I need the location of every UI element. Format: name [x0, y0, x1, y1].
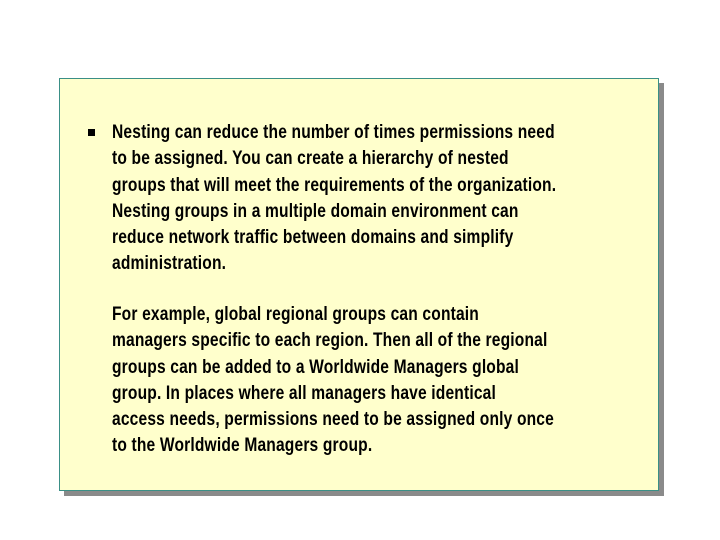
paragraph-line: groups that will meet the requirements of the organization. [112, 174, 557, 196]
paragraph-line: managers specific to each region. Then all of the regional [112, 330, 548, 352]
example-paragraph [112, 302, 571, 460]
paragraph-line: Nesting can reduce the number of times permissions need [112, 122, 555, 143]
paragraph-line: to the Worldwide Managers group. [112, 435, 373, 457]
paragraph-line: reduce network traffic between domains and simplify [112, 227, 514, 249]
bullet-paragraph [112, 120, 571, 278]
square-bullet-icon [88, 129, 95, 136]
paragraph-line: groups can be added to a Worldwide Managers global [112, 356, 519, 378]
paragraph-line: administration. [112, 253, 227, 275]
paragraph-line: to be assigned. You can create a hierarchy of nested [112, 148, 509, 170]
paragraph-line: group. In places where all managers have identical [112, 382, 496, 404]
paragraph-line: For example, global regional groups can contain [112, 304, 479, 325]
paragraph-line: Nesting groups in a multiple domain environment can [112, 200, 519, 222]
paragraph-line: access needs, permissions need to be assigned only once [112, 409, 554, 431]
